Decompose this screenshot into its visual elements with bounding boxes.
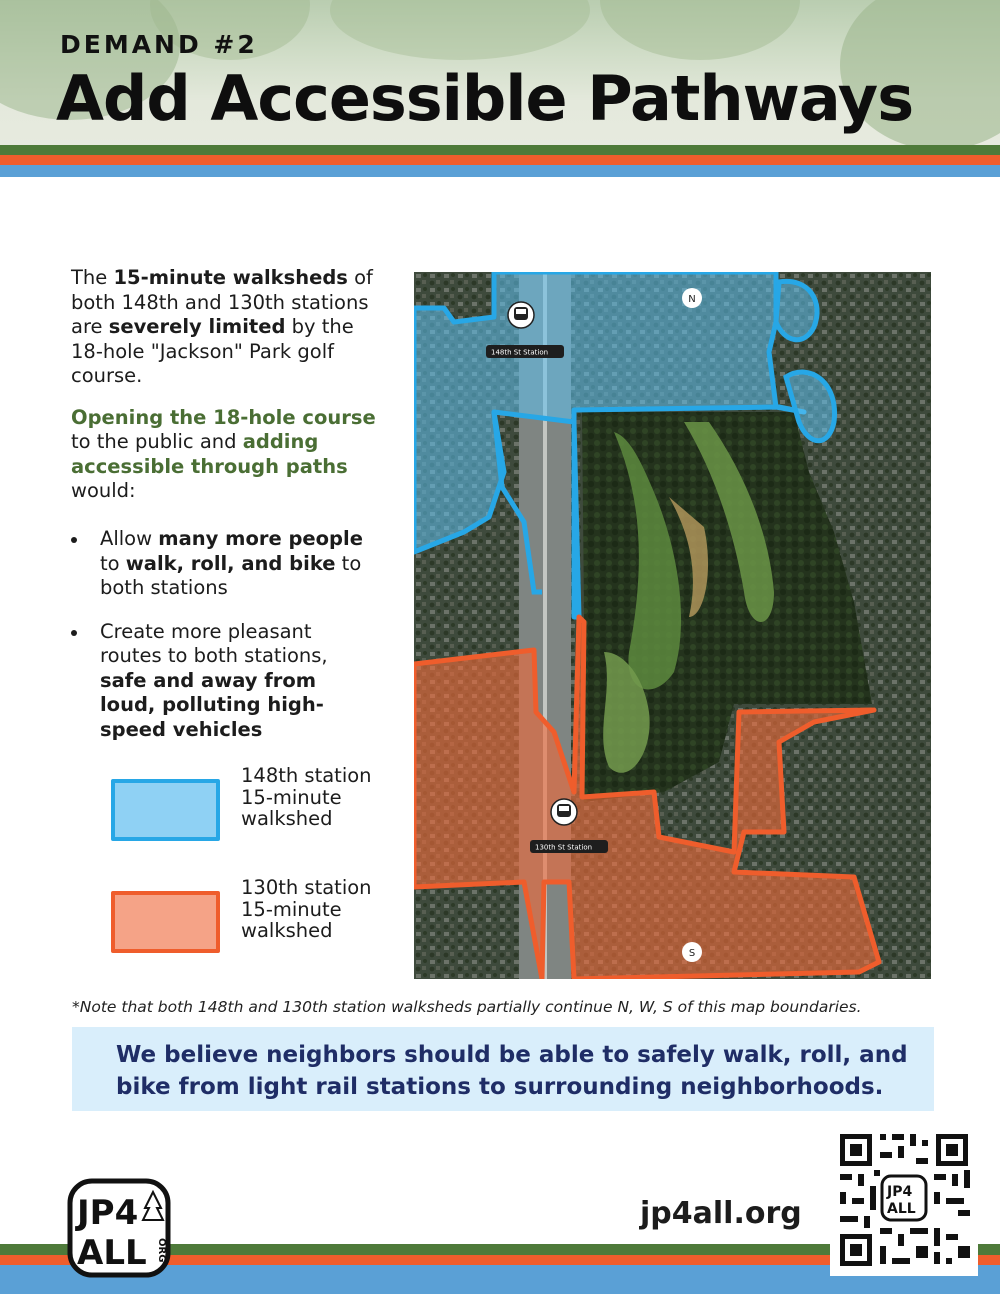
legend-label-148th: 148th station 15-minute walkshed — [241, 764, 372, 830]
intro-paragraph-1: The 15-minute walksheds of both 148th and 130th stations are severely limited by the 18-hole "Jackson" Park golf course. — [71, 266, 373, 387]
map-footnote: *Note that both 148th and 130th station walksheds partially continue N, W, S of this map boundaries. — [72, 998, 862, 1016]
north-marker — [682, 288, 702, 308]
logo-tag: ORG — [156, 1238, 167, 1263]
south-marker — [682, 942, 702, 962]
page-title: Add Accessible Pathways — [56, 62, 914, 135]
header-banner — [0, 0, 1000, 145]
list-item: Create more pleasant routes to both stations, safe and away from loud, polluting high-speed vehicles — [71, 620, 371, 743]
logo-text-bottom: ALL — [77, 1233, 147, 1273]
north-marker-label: N — [688, 294, 696, 305]
orange-stripe — [0, 155, 1000, 165]
qr-code-icon[interactable] — [830, 1124, 978, 1276]
bullet-icon — [71, 537, 77, 543]
station-148th-label: 148th St Station — [491, 348, 549, 357]
orange-walkshed-swatch — [111, 891, 220, 953]
green-stripe — [0, 145, 1000, 155]
legend-label-130th: 130th station 15-minute walkshed — [241, 876, 372, 942]
station-130th-marker — [551, 799, 577, 825]
walkshed-148th-area — [776, 281, 817, 339]
jp4all-logo — [67, 1178, 171, 1278]
walkshed-map — [414, 272, 931, 979]
intro-copy — [71, 266, 386, 521]
bullet-icon — [71, 630, 77, 636]
station-130th-label: 130th St Station — [535, 843, 593, 852]
blue-walkshed-swatch — [111, 779, 220, 841]
station-148th-marker — [508, 302, 534, 328]
website-link[interactable]: jp4all.org — [640, 1196, 802, 1231]
demand-number: DEMAND #2 — [60, 30, 258, 59]
qr-logo-text-bottom: ALL — [887, 1201, 916, 1217]
statement-banner — [72, 1027, 934, 1111]
benefits-list — [71, 527, 371, 761]
south-marker-label: S — [688, 948, 696, 959]
logo-text-top: JP4 — [77, 1193, 139, 1233]
blue-stripe — [0, 165, 1000, 177]
qr-logo-text-top: JP4 — [887, 1184, 913, 1200]
intro-paragraph-2: Opening the 18-hole course to the public and adding accessible through paths would: — [71, 405, 376, 502]
list-item: Allow many more people to walk, roll, and bike to both stations — [71, 527, 371, 601]
statement-text: We believe neighbors should be able to safely walk, roll, and bike from light rail stations to surrounding neighborhoods. — [116, 1042, 908, 1100]
